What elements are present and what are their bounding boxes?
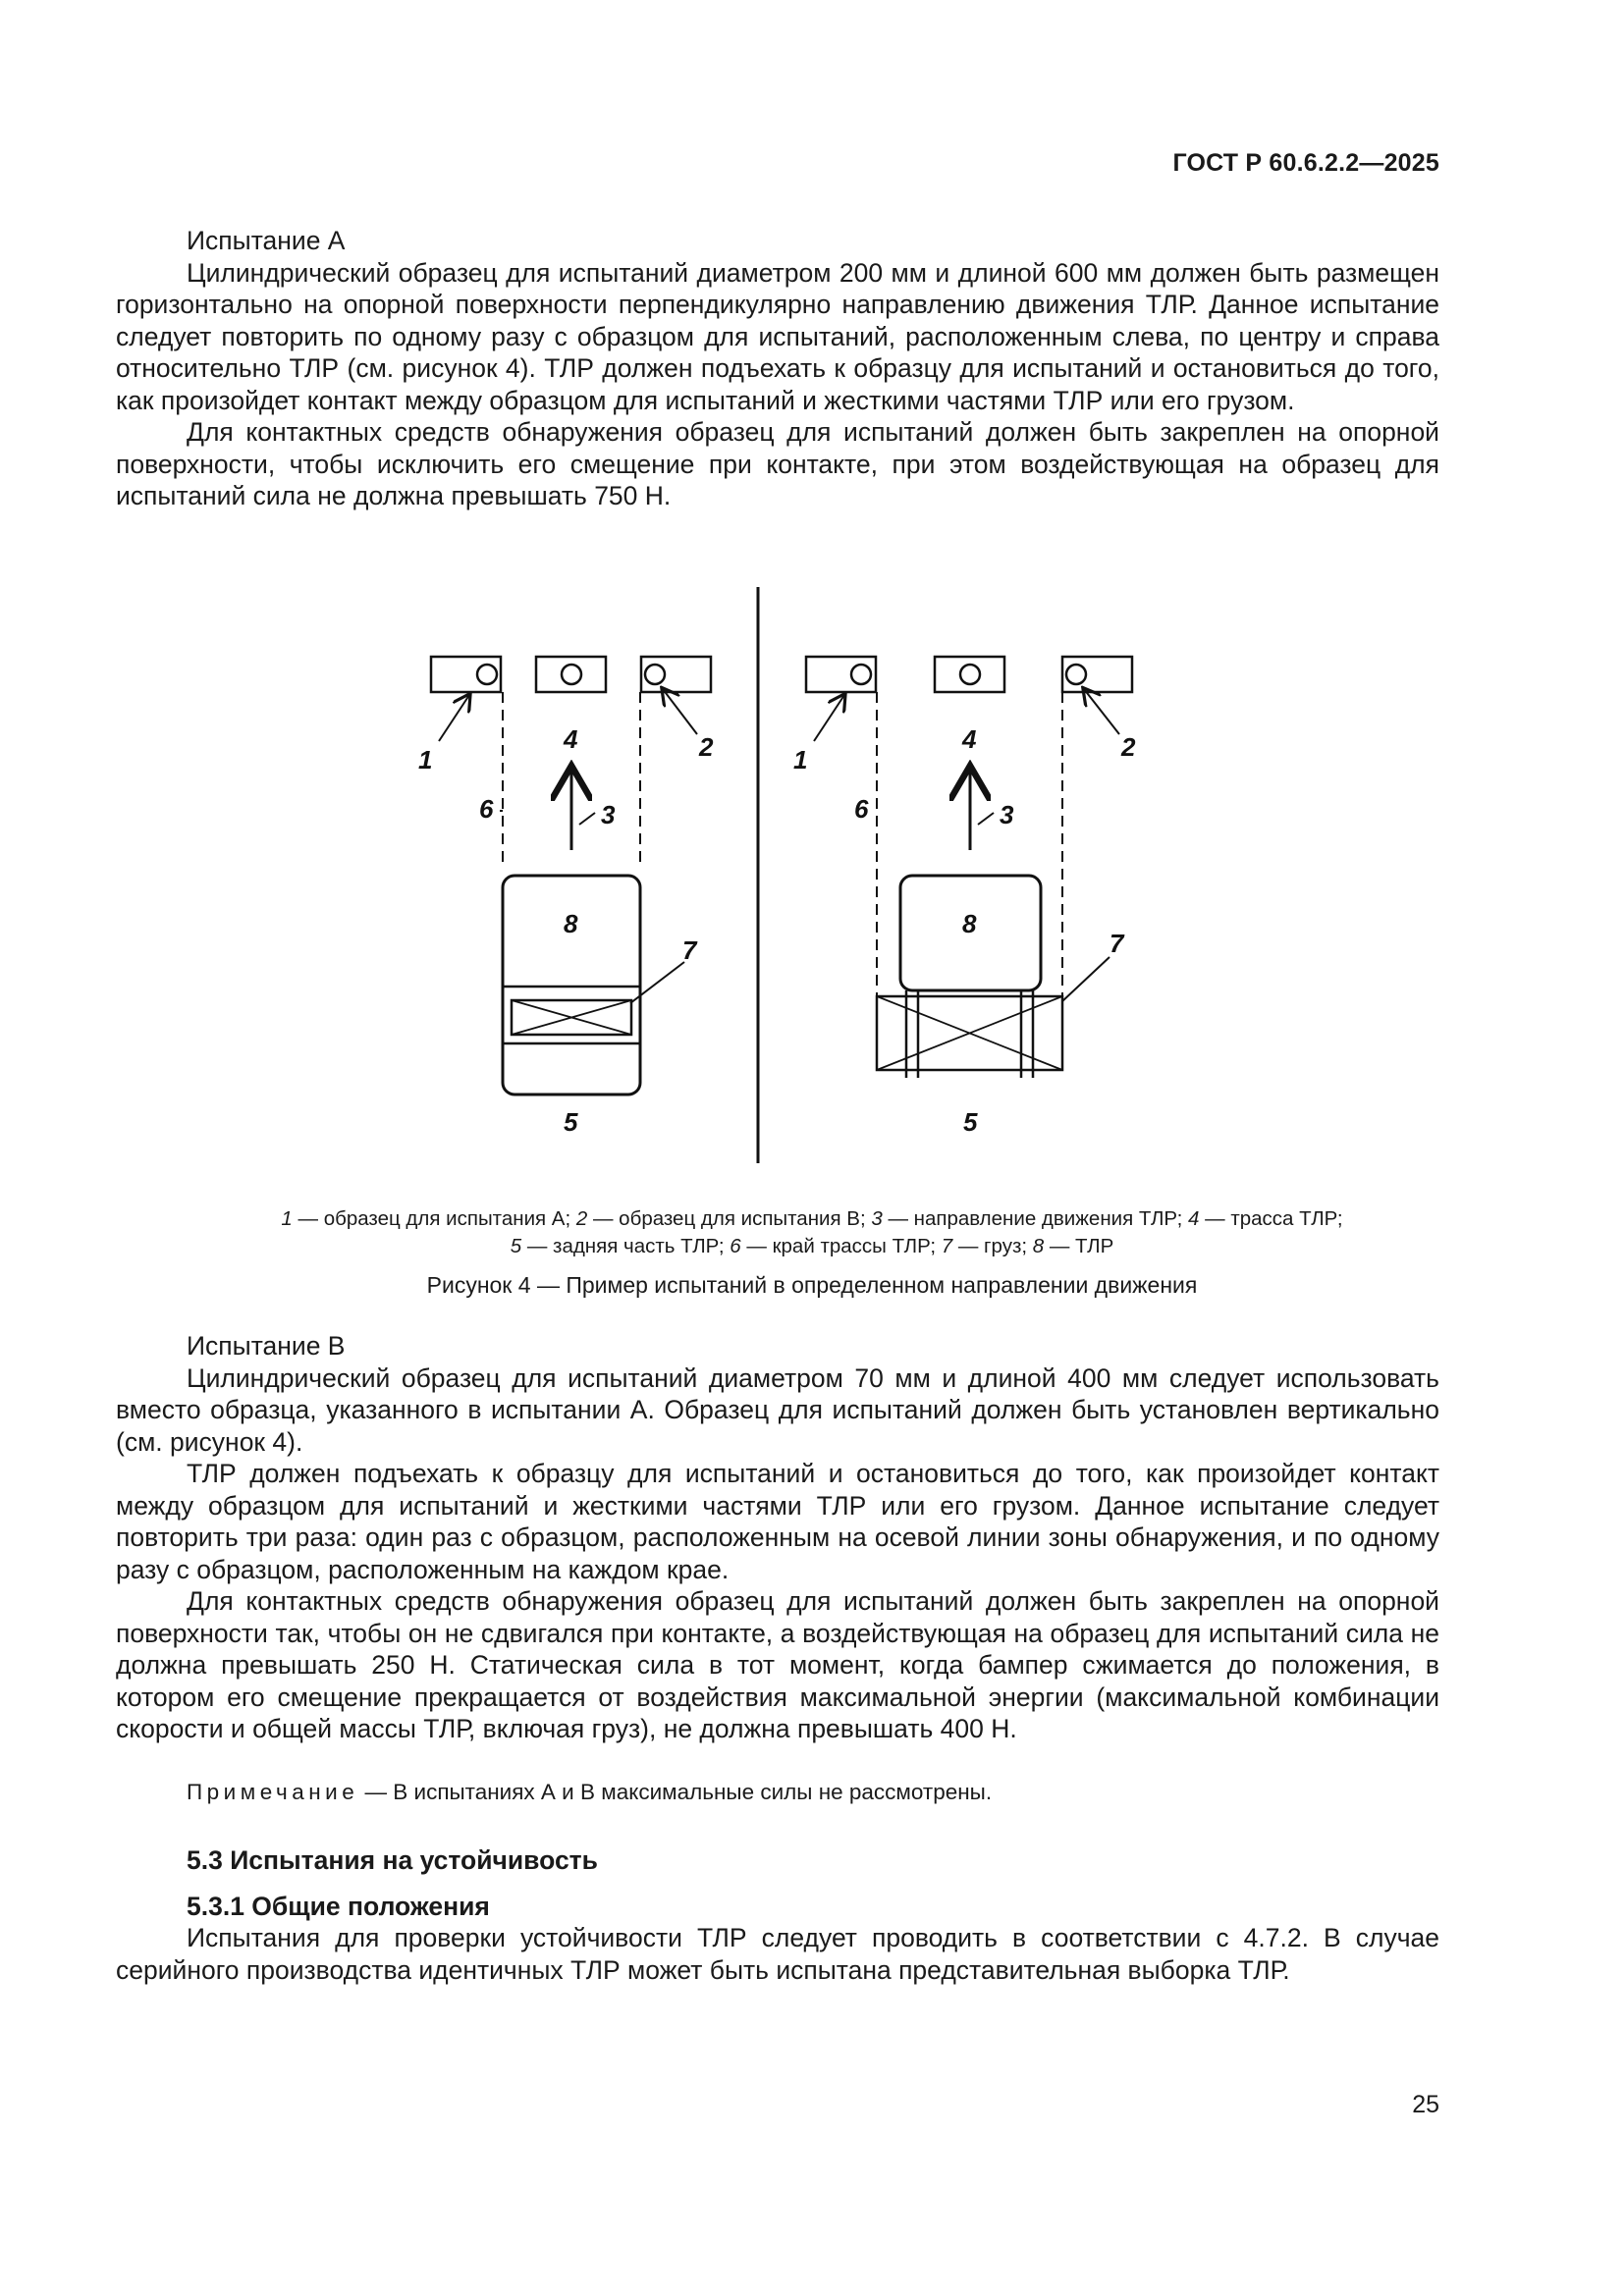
legend-num: 2 <box>575 1207 588 1230</box>
legend-num: 1 <box>281 1207 293 1230</box>
test-a-paragraph-1: Цилиндрический образец для испытаний диаметром 200 мм и длиной 600 мм должен быть размещен горизонтально на опорной поверхности перпендикулярно направлению движения ТЛР. Данное испытание следует повторить по одному разу с образцом для испытаний, расположенным слева, по центру и справа относительно ТЛР (см. рисунок 4). ТЛР должен подъехать к образцу для испытаний и остановиться до того, как произойдет контакт между образцом для испытаний и жесткими частями ТЛР или его грузом. <box>116 257 1439 415</box>
test-a-title: Испытание А <box>187 226 346 255</box>
specimen-circle-left <box>851 665 871 684</box>
legend-text: — трасса ТЛР; <box>1199 1207 1343 1230</box>
specimen-circle-center <box>562 665 581 684</box>
leader-3 <box>978 813 994 825</box>
page-number: 25 <box>1412 2091 1439 2118</box>
legend-line-1 <box>0 1205 1624 1233</box>
label-8: 8 <box>962 909 977 938</box>
label-7: 7 <box>682 935 697 965</box>
label-6: 6 <box>479 794 494 824</box>
label-5: 5 <box>963 1107 978 1137</box>
section-5-3-1-paragraph: Испытания для проверки устойчивости ТЛР следует проводить в соответствии с 4.7.2. В случае серийного производства идентичных ТЛР может быть испытана представительная выборка ТЛР. <box>116 1923 1439 1985</box>
test-b-paragraph-1: Цилиндрический образец для испытаний диаметром 70 мм и длиной 400 мм следует использовать вместо образца, указанного в испытании А. Образец для испытаний должен быть установлен вертикально (см. рисунок 4). <box>116 1362 1439 1457</box>
legend-num: 8 <box>1032 1235 1045 1257</box>
legend-num: 7 <box>941 1235 953 1257</box>
label-1: 1 <box>418 745 433 774</box>
note <box>187 1780 992 1805</box>
label-7: 7 <box>1110 929 1124 958</box>
test-b-paragraph-2: ТЛР должен подъехать к образцу для испытаний и остановиться до того, как произойдет контакт между образцом для испытаний и жесткими частями ТЛР или его грузом. Данное испытание следует повторить три раза: один раз с образцом, расположенным на осевой линии зоны обнаружения, и по одному разу с образцом, расположенным на каждом крае. <box>116 1459 1439 1584</box>
label-3: 3 <box>601 800 616 829</box>
leader-2 <box>1084 689 1119 734</box>
panel-right <box>793 657 1136 1137</box>
test-b-title: Испытание В <box>187 1331 346 1361</box>
document-code: ГОСТ Р 60.6.2.2—2025 <box>1172 149 1439 177</box>
specimen-box-left <box>806 657 876 692</box>
section-test-b <box>116 1330 1439 1745</box>
specimen-circle-left <box>477 665 497 684</box>
label-8: 8 <box>564 909 578 938</box>
note-text: — В испытаниях А и В максимальные силы не рассмотрены. <box>358 1780 993 1804</box>
label-2: 2 <box>1121 732 1136 762</box>
figure-4-diagram <box>0 579 1624 1178</box>
label-2: 2 <box>699 732 714 762</box>
note-lead: Примечание <box>187 1780 359 1804</box>
leader-3 <box>579 813 595 825</box>
legend-text: — ТЛР <box>1044 1235 1114 1257</box>
specimen-circle-center <box>960 665 980 684</box>
label-4: 4 <box>962 724 977 754</box>
legend-num: 5 <box>510 1235 522 1257</box>
specimen-box-right <box>641 657 711 692</box>
test-b-paragraph-3: Для контактных средств обнаружения образец для испытаний должен быть закреплен на опорной поверхности так, чтобы он не сдвигался при контакте, а воздействующая на образец для испытаний сила не должна превышать 250 Н. Статическая сила в тот момент, когда бампер сжимается до положения, в котором его смещение прекращается от воздействия максимальной энергии (максимальной комбинации скорости и общей массы ТЛР, включая груз), не должна превышать 400 Н. <box>116 1586 1439 1743</box>
legend-num: 6 <box>730 1235 741 1257</box>
specimen-box-left <box>431 657 501 692</box>
label-5: 5 <box>564 1107 578 1137</box>
leader-7 <box>630 962 684 1003</box>
legend-text: — край трассы ТЛР; <box>740 1235 942 1257</box>
panel-left <box>418 657 714 1137</box>
section-5-3-1-body <box>116 1922 1439 1986</box>
test-a-paragraph-2: Для контактных средств обнаружения образец для испытаний должен быть закреплен на опорной поверхности, чтобы исключить его смещение при контакте, при этом воздействующая на образец для испытаний сила не должна превышать 750 Н. <box>116 417 1439 510</box>
leader-2 <box>663 689 697 734</box>
specimen-box-center <box>935 657 1004 692</box>
specimen-box-center <box>536 657 606 692</box>
leader-1 <box>814 695 844 741</box>
legend-num: 4 <box>1188 1207 1200 1230</box>
figure-legend <box>0 1205 1624 1260</box>
legend-line-2 <box>0 1233 1624 1260</box>
legend-num: 3 <box>871 1207 883 1230</box>
legend-text: — образец для испытания А; <box>292 1207 576 1230</box>
specimen-circle-right <box>645 665 665 684</box>
section-test-a <box>116 225 1439 512</box>
label-3: 3 <box>1000 800 1014 829</box>
specimen-circle-right <box>1066 665 1086 684</box>
leader-1 <box>439 695 469 741</box>
legend-text: — груз; <box>952 1235 1033 1257</box>
legend-text: — задняя часть ТЛР; <box>521 1235 731 1257</box>
label-6: 6 <box>854 794 869 824</box>
label-1: 1 <box>793 745 808 774</box>
label-4: 4 <box>564 724 578 754</box>
legend-text: — направление движения ТЛР; <box>882 1207 1189 1230</box>
section-heading-5-3: 5.3 Испытания на устойчивость <box>187 1845 598 1875</box>
figure-caption: Рисунок 4 — Пример испытаний в определенном направлении движения <box>426 1272 1198 1298</box>
section-heading-5-3-1: 5.3.1 Общие положения <box>187 1892 490 1921</box>
legend-text: — образец для испытания В; <box>587 1207 872 1230</box>
specimen-box-right <box>1062 657 1132 692</box>
leader-7 <box>1062 957 1110 1001</box>
